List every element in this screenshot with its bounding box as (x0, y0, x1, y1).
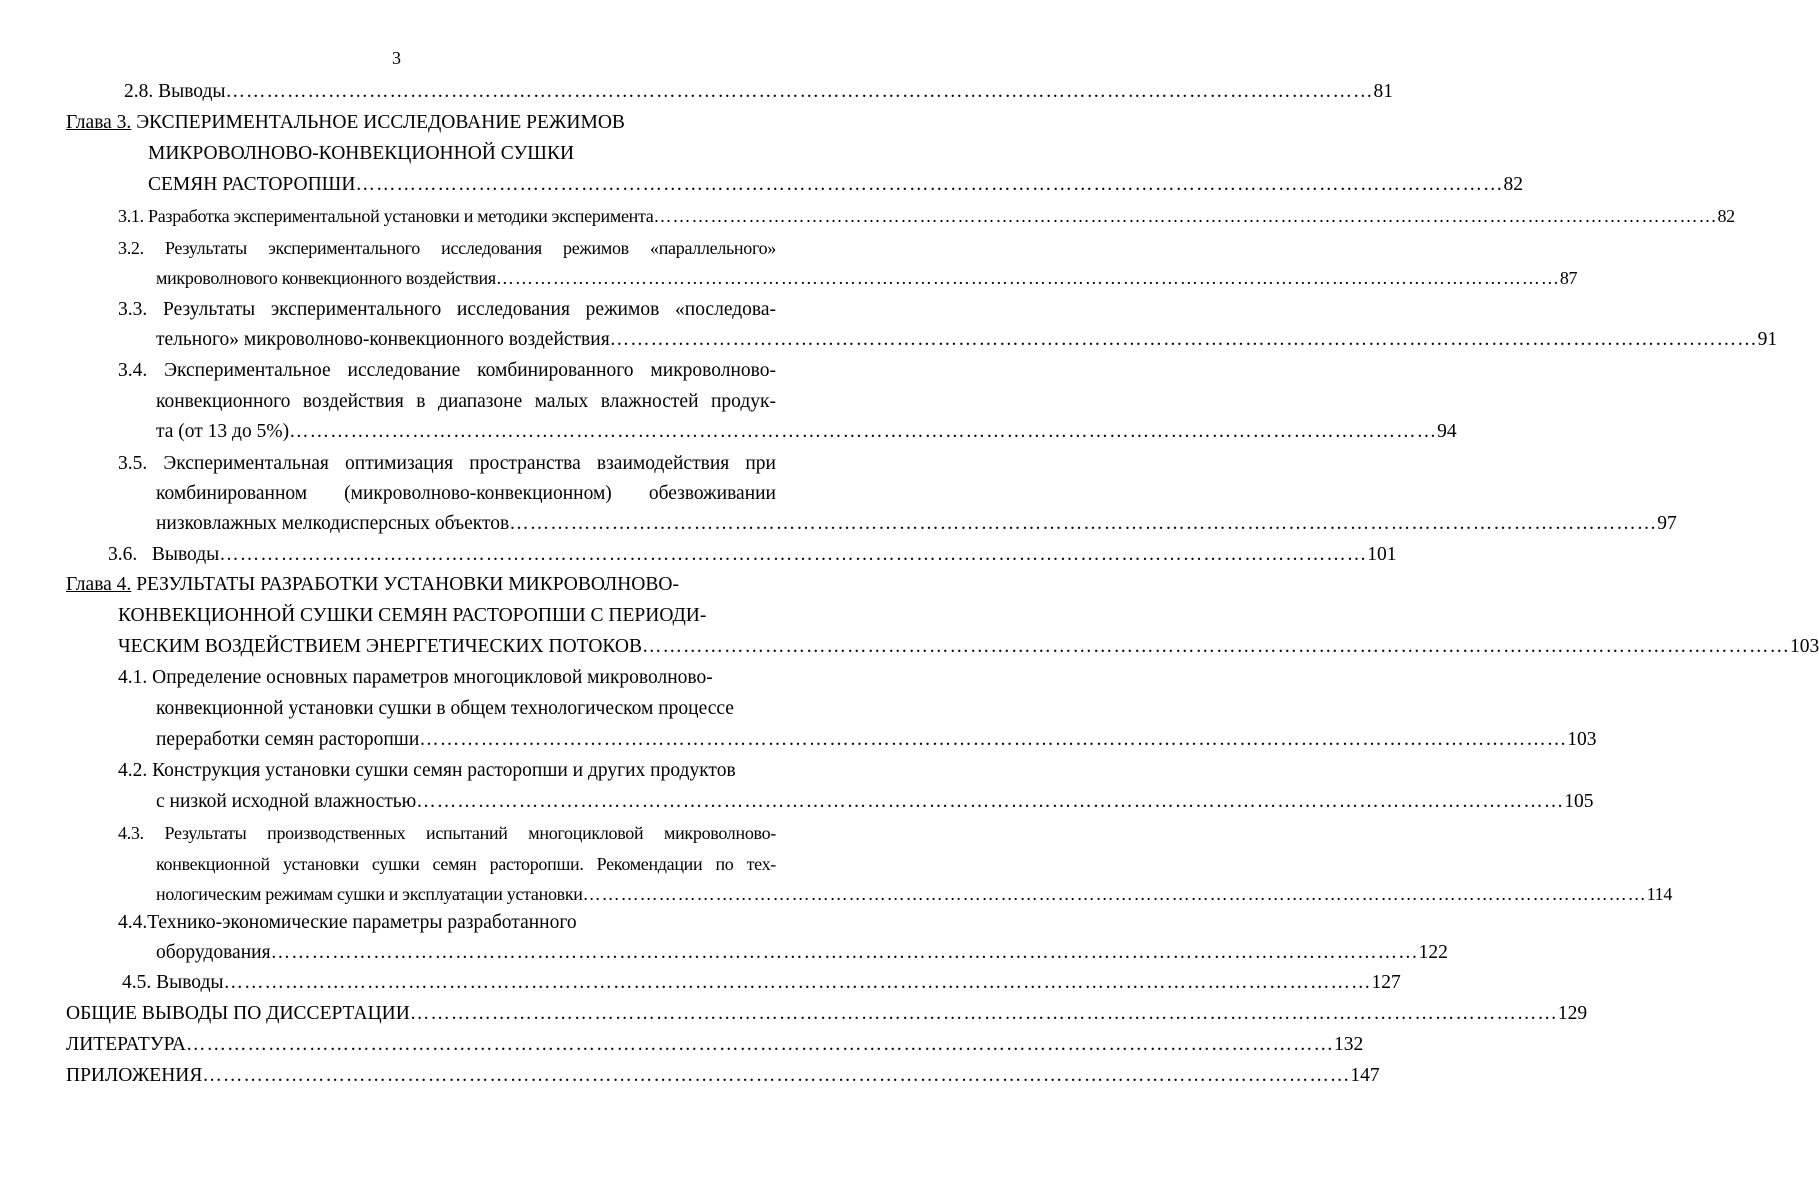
toc-entry-4-5[interactable]: 4.5. Выводы …………………………………………………………………………………………………………………………………………………… 127 (122, 972, 1401, 993)
toc-entry-4-4-line2[interactable]: оборудования …………………………………………………………………………………………………………………………………………………… 122 (156, 942, 1448, 963)
dot-leader: …………………………………………………………………………………………………………………………………………………… (653, 206, 1718, 226)
dot-leader: …………………………………………………………………………………………………………………………………………………… (582, 884, 1647, 904)
dot-leader: …………………………………………………………………………………………………………………………………………………… (223, 972, 1372, 993)
dot-leader: …………………………………………………………………………………………………………………………………………………… (355, 174, 1504, 195)
toc-entry-4-3-line2: конвекционной установки сушки семян расторопши. Рекомендации по тех- (156, 854, 776, 874)
toc-entry-4-1-line3[interactable]: переработки семян расторопши …………………………………………………………………………………………………………………………………………………… 103 (156, 729, 1597, 750)
toc-literature[interactable]: ЛИТЕРАТУРА …………………………………………………………………………………………………………………………………………………… 132 (66, 1034, 1364, 1055)
toc-entry-3-1[interactable]: 3.1. Разработка экспериментальной установки и методики эксперимента …………………………………………………………………………………………………………………………………………………… 82 (118, 206, 1735, 226)
dot-leader: …………………………………………………………………………………………………………………………………………………… (642, 636, 1791, 657)
toc-entry-2-8[interactable]: 2.8. Выводы …………………………………………………………………………………………………………………………………………………… 81 (124, 81, 1394, 102)
toc-entry-4-1-line2: конвекционной установки сушки в общем технологическом процессе (156, 698, 734, 719)
dot-leader: …………………………………………………………………………………………………………………………………………………… (219, 544, 1368, 565)
dot-leader: …………………………………………………………………………………………………………………………………………………… (609, 329, 1758, 350)
chapter-4-prefix: Глава 4. (66, 574, 132, 595)
dot-leader: …………………………………………………………………………………………………………………………………………………… (419, 729, 1568, 750)
toc-entry-3-5-line2: комбинированном (микроволново-конвекционном) обезвоживании (156, 483, 776, 504)
dot-leader: …………………………………………………………………………………………………………………………………………………… (270, 942, 1419, 963)
toc-chapter-3-line3[interactable]: СЕМЯН РАСТОРОПШИ …………………………………………………………………………………………………………………………………………………… 82 (148, 174, 1523, 195)
toc-chapter-4-line2: КОНВЕКЦИОННОЙ СУШКИ СЕМЯН РАСТОРОПШИ С ПЕРИОДИ- (118, 605, 707, 626)
toc-entry-4-3-line1[interactable]: 4.3. Результаты производственных испытаний многоцикловой микроволново- (118, 823, 776, 843)
dot-leader: …………………………………………………………………………………………………………………………………………………… (495, 268, 1560, 288)
toc-entry-4-1-line1[interactable]: 4.1. Определение основных параметров многоцикловой микроволново- (118, 667, 713, 688)
toc-entry-3-5-line3[interactable]: низковлажных мелкодисперсных объектов …………………………………………………………………………………………………………………………………………………… 97 (156, 513, 1677, 534)
page-number: 3 (392, 48, 401, 68)
toc-entry-3-4-line1[interactable]: 3.4. Экспериментальное исследование комбинированного микроволново- (118, 360, 776, 381)
toc-general-conclusions[interactable]: ОБЩИЕ ВЫВОДЫ ПО ДИССЕРТАЦИИ …………………………………………………………………………………………………………………………………………………… 129 (66, 1003, 1588, 1024)
toc-chapter-3-line2: МИКРОВОЛНОВО-КОНВЕКЦИОННОЙ СУШКИ (148, 143, 575, 164)
toc-appendices[interactable]: ПРИЛОЖЕНИЯ …………………………………………………………………………………………………………………………………………………… 147 (66, 1065, 1380, 1086)
toc-entry-3-3-line1[interactable]: 3.3. Результаты экспериментального исследования режимов «последова- (118, 299, 776, 320)
chapter-3-prefix: Глава 3. (66, 112, 132, 133)
toc-chapter-3-line1[interactable]: Глава 3. ЭКСПЕРИМЕНТАЛЬНОЕ ИССЛЕДОВАНИЕ РЕЖИМОВ (66, 112, 625, 133)
toc-entry-4-3-line3[interactable]: нологическим режимам сушки и эксплуатации установки …………………………………………………………………………………………………………………………………………………… 114 (156, 884, 1673, 904)
toc-entry-4-4-line1[interactable]: 4.4.Технико-экономические параметры разработанного (118, 912, 577, 933)
toc-entry-4-2-line1[interactable]: 4.2. Конструкция установки сушки семян расторопши и других продуктов (118, 760, 736, 781)
dot-leader: …………………………………………………………………………………………………………………………………………………… (509, 513, 1658, 534)
toc-entry-3-2-line2[interactable]: микроволнового конвекционного воздействия …………………………………………………………………………………………………………………………………………………… 87 (156, 268, 1578, 288)
toc-entry-3-4-line2: конвекционного воздействия в диапазоне малых влажностей продук- (156, 391, 776, 412)
dot-leader: …………………………………………………………………………………………………………………………………………………… (409, 1003, 1558, 1024)
toc-chapter-4-line3[interactable]: ЧЕСКИМ ВОЗДЕЙСТВИЕМ ЭНЕРГЕТИЧЕСКИХ ПОТОКОВ …………………………………………………………………………………………………………………………………………………… 103 (118, 636, 1819, 657)
toc-entry-3-5-line1[interactable]: 3.5. Экспериментальная оптимизация пространства взаимодействия при (118, 453, 776, 474)
dot-leader: …………………………………………………………………………………………………………………………………………………… (225, 81, 1374, 102)
dot-leader: …………………………………………………………………………………………………………………………………………………… (186, 1034, 1334, 1055)
toc-entry-3-2-line1[interactable]: 3.2. Результаты экспериментального исследования режимов «параллельного» (118, 238, 776, 258)
dot-leader: …………………………………………………………………………………………………………………………………………………… (416, 791, 1565, 812)
dot-leader: …………………………………………………………………………………………………………………………………………………… (289, 421, 1438, 442)
toc-entry-3-4-line3[interactable]: та (от 13 до 5%) …………………………………………………………………………………………………………………………………………………… 94 (156, 421, 1457, 442)
toc-entry-3-3-line2[interactable]: тельного» микроволново-конвекционного воздействия …………………………………………………………………………………………………………………………………………………… 91 (156, 329, 1778, 350)
toc-chapter-4-line1[interactable]: Глава 4. РЕЗУЛЬТАТЫ РАЗРАБОТКИ УСТАНОВКИ МИКРОВОЛНОВО- (66, 574, 679, 595)
toc-entry-3-6[interactable]: 3.6. Выводы …………………………………………………………………………………………………………………………………………………… 101 (108, 544, 1397, 565)
toc-entry-4-2-line2[interactable]: с низкой исходной влажностью …………………………………………………………………………………………………………………………………………………… 105 (156, 791, 1594, 812)
dot-leader: …………………………………………………………………………………………………………………………………………………… (202, 1065, 1351, 1086)
